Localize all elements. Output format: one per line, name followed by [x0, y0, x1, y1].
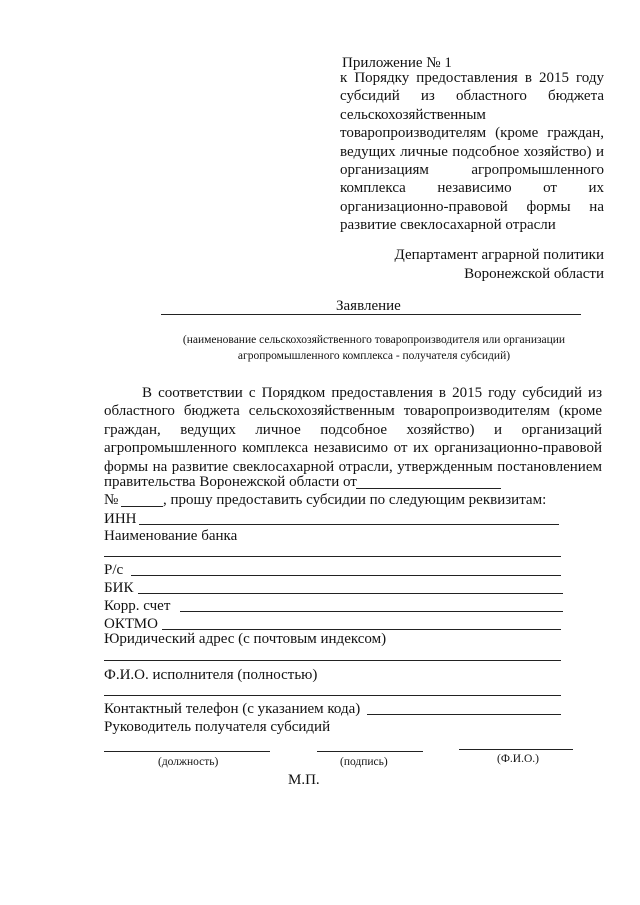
- account-line[interactable]: [131, 575, 561, 576]
- stamp-place: М.П.: [288, 772, 320, 788]
- oktmo-line[interactable]: [162, 629, 561, 630]
- inn-label: ИНН: [104, 511, 137, 527]
- position-line[interactable]: [104, 751, 270, 752]
- executor-label: Ф.И.О. исполнителя (полностью): [104, 667, 318, 683]
- oktmo-label: ОКТМО: [104, 616, 158, 632]
- annex-line: развитие свеклосахарной отрасли: [340, 217, 556, 234]
- bank-name-line[interactable]: [104, 556, 561, 557]
- annex-line: товаропроизводителям (кроме граждан,: [340, 125, 604, 142]
- phone-line[interactable]: [367, 714, 561, 715]
- decree-date-label: правительства Воронежской области от: [104, 474, 357, 490]
- decree-date-line[interactable]: [356, 488, 501, 489]
- bank-name-label: Наименование банка: [104, 528, 238, 544]
- bik-label: БИК: [104, 580, 134, 596]
- number-sign: №: [104, 492, 119, 508]
- addressee-line-1: Департамент аграрной политики: [394, 247, 604, 263]
- full-name-line[interactable]: [459, 749, 573, 750]
- annex-description: [340, 69, 604, 235]
- annex-line: ведущих личные подсобное хозяйство) и: [340, 143, 604, 160]
- full-name-caption: (Ф.И.О.): [497, 753, 539, 765]
- phone-label: Контактный телефон (с указанием кода): [104, 701, 361, 717]
- position-caption: (должность): [158, 756, 219, 768]
- signature-caption: (подпись): [340, 756, 388, 768]
- addressee: [395, 246, 604, 284]
- annex-line: комплекса независимо от их: [340, 180, 604, 197]
- decree-number-line[interactable]: [121, 506, 163, 507]
- paragraph-line: агропромышленного комплекса независимо от их организационно-правовой: [104, 440, 602, 457]
- annex-line: субсидий из областного бюджета: [340, 88, 604, 105]
- inn-line[interactable]: [139, 524, 559, 525]
- corr-account-label: Корр. счет: [104, 598, 171, 614]
- main-paragraph: [104, 384, 602, 476]
- paragraph-line: граждан, ведущих личное подсобное хозяйство) и организаций: [104, 421, 602, 438]
- annex-line: организационно-правовой формы на: [340, 198, 604, 215]
- applicant-caption-line-1: (наименование сельскохозяйственного товаропроизводителя или организации: [182, 334, 566, 346]
- paragraph-line: формы на развитие свеклосахарной отрасли, утвержденным постановлением: [104, 458, 602, 475]
- account-label: Р/с: [104, 562, 124, 578]
- annex-title: Приложение № 1: [342, 55, 452, 71]
- applicant-caption: [104, 332, 640, 364]
- document-title: Заявление: [336, 298, 401, 314]
- bik-line[interactable]: [138, 593, 563, 594]
- executor-line[interactable]: [104, 695, 561, 696]
- head-label: Руководитель получателя субсидий: [104, 719, 331, 735]
- request-text: , прошу предоставить субсидии по следующим реквизитам:: [163, 492, 547, 508]
- annex-line: организациям агропромышленного: [340, 162, 604, 179]
- paragraph-line: областного бюджета сельскохозяйственным товаропроизводителям (кроме: [104, 403, 602, 420]
- addressee-line-2: Воронежской области: [464, 266, 604, 282]
- applicant-caption-line-2: агропромышленного комплекса - получателя субсидий): [237, 350, 511, 362]
- legal-address-line[interactable]: [104, 660, 561, 661]
- applicant-name-line[interactable]: [161, 314, 581, 315]
- legal-address-label: Юридический адрес (с почтовым индексом): [104, 631, 387, 647]
- annex-line: к Порядку предоставления в 2015 году: [340, 70, 604, 86]
- signature-line[interactable]: [317, 751, 423, 752]
- annex-line: сельскохозяйственным: [340, 106, 486, 123]
- paragraph-line: В соответствии с Порядком предоставления в 2015 году субсидий из: [142, 385, 602, 401]
- corr-account-line[interactable]: [180, 611, 563, 612]
